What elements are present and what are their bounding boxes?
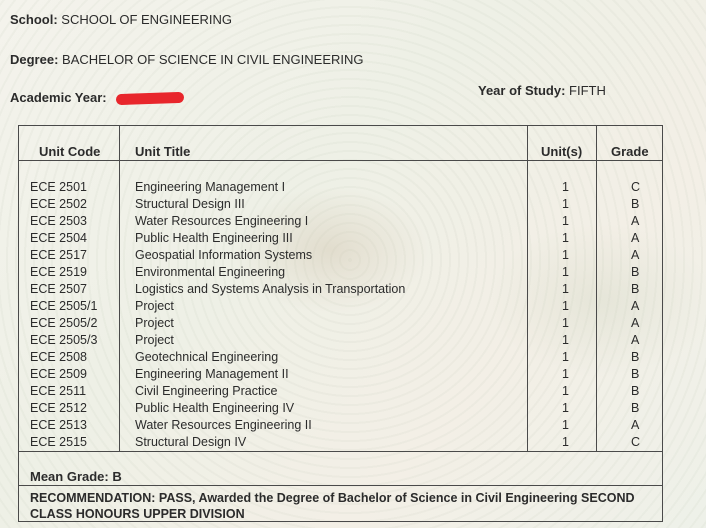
unit-title-cell: Water Resources Engineering II (135, 418, 312, 432)
unit-code-cell: ECE 2513 (30, 418, 87, 432)
units-cell: 1 (562, 333, 569, 347)
units-cell: 1 (562, 265, 569, 279)
units-cell: 1 (562, 180, 569, 194)
unit-title-cell: Geospatial Information Systems (135, 248, 313, 262)
table-row (19, 282, 662, 299)
unit-title-cell: Public Health Engineering IV (135, 401, 295, 415)
header-units: Unit(s) (541, 144, 583, 159)
units-cell: 1 (562, 248, 569, 262)
unit-title-cell: Structural Design III (135, 197, 245, 211)
units-cell: 1 (562, 418, 569, 432)
table-row (19, 180, 662, 197)
grade-cell: C (631, 435, 641, 449)
units-cell: 1 (562, 197, 569, 211)
units-cell: 1 (562, 384, 569, 398)
degree-line (10, 52, 364, 67)
school-label: School: (10, 12, 58, 27)
unit-title-cell: Public Health Engineering III (135, 231, 293, 245)
unit-code-cell: ECE 2505/1 (30, 299, 98, 313)
results-table (18, 125, 663, 452)
school-value: SCHOOL OF ENGINEERING (61, 12, 233, 27)
school-line (10, 12, 232, 27)
table-row (19, 367, 662, 384)
unit-title-cell: Water Resources Engineering I (135, 214, 309, 228)
grade-cell: A (631, 248, 640, 262)
grade-cell: A (631, 418, 640, 432)
unit-title-cell: Logistics and Systems Analysis in Transportation (135, 282, 406, 296)
unit-title-cell: Project (135, 316, 174, 330)
summary-section (18, 452, 663, 522)
unit-title-cell: Environmental Engineering (135, 265, 286, 279)
grade-cell: A (631, 316, 640, 330)
unit-title-cell: Engineering Management II (135, 367, 289, 381)
unit-code-cell: ECE 2507 (30, 282, 87, 296)
unit-title-cell: Geotechnical Engineering (135, 350, 279, 364)
table-row (19, 384, 662, 401)
unit-code-cell: ECE 2505/3 (30, 333, 98, 347)
unit-code-cell: ECE 2517 (30, 248, 87, 262)
unit-title-cell: Civil Engineering Practice (135, 384, 278, 398)
academic-year-label: Academic Year: (10, 90, 107, 105)
grade-cell: B (631, 282, 640, 296)
unit-title-cell: Project (135, 299, 174, 313)
table-row (19, 214, 662, 231)
table-row (19, 231, 662, 248)
unit-code-cell: ECE 2503 (30, 214, 87, 228)
grade-cell: B (631, 350, 640, 364)
table-row (19, 316, 662, 333)
mean-grade: Mean Grade: B (30, 469, 122, 484)
grade-cell: A (631, 214, 640, 228)
table-row (19, 418, 662, 435)
units-cell: 1 (562, 316, 569, 330)
grade-cell: B (631, 384, 640, 398)
unit-code-cell: ECE 2504 (30, 231, 87, 245)
units-cell: 1 (562, 299, 569, 313)
academic-year-line (10, 90, 184, 105)
units-cell: 1 (562, 401, 569, 415)
header-unit-code: Unit Code (39, 144, 101, 159)
recommendation-text: RECOMMENDATION: PASS, Awarded the Degree of Bachelor of Science in Civil Engineering SECOND CLASS HONOURS UPPER DIVISION (30, 491, 635, 521)
year-of-study-value: FIFTH (569, 83, 606, 98)
units-cell: 1 (562, 350, 569, 364)
units-cell: 1 (562, 435, 569, 449)
grade-cell: A (631, 299, 640, 313)
units-cell: 1 (562, 282, 569, 296)
header-divider (19, 160, 662, 161)
grade-cell: B (631, 401, 640, 415)
units-cell: 1 (562, 367, 569, 381)
grade-cell: B (631, 367, 640, 381)
table-row (19, 401, 662, 418)
unit-code-cell: ECE 2512 (30, 401, 87, 415)
table-row (19, 435, 662, 452)
grade-cell: C (631, 180, 641, 194)
table-row (19, 197, 662, 214)
header-unit-title: Unit Title (135, 144, 191, 159)
unit-code-cell: ECE 2519 (30, 265, 87, 279)
unit-title-cell: Structural Design IV (135, 435, 247, 449)
year-of-study-label: Year of Study: (478, 83, 566, 98)
redaction-mark (116, 92, 184, 105)
units-cell: 1 (562, 231, 569, 245)
units-cell: 1 (562, 214, 569, 228)
table-row (19, 350, 662, 367)
table-row (19, 265, 662, 282)
unit-code-cell: ECE 2508 (30, 350, 87, 364)
table-row (19, 248, 662, 265)
year-of-study-line (478, 83, 606, 98)
grade-cell: A (631, 333, 640, 347)
header-grade: Grade (611, 144, 649, 159)
grade-cell: B (631, 265, 640, 279)
grade-cell: A (631, 231, 640, 245)
degree-label: Degree: (10, 52, 59, 67)
table-row (19, 299, 662, 316)
grade-cell: B (631, 197, 640, 211)
unit-code-cell: ECE 2515 (30, 435, 87, 449)
recommendation-box (19, 485, 662, 521)
unit-title-cell: Engineering Management I (135, 180, 286, 194)
unit-code-cell: ECE 2505/2 (30, 316, 98, 330)
unit-code-cell: ECE 2511 (30, 384, 87, 398)
unit-code-cell: ECE 2509 (30, 367, 87, 381)
unit-code-cell: ECE 2502 (30, 197, 87, 211)
unit-title-cell: Project (135, 333, 174, 347)
unit-code-cell: ECE 2501 (30, 180, 87, 194)
table-row (19, 333, 662, 350)
degree-value: BACHELOR OF SCIENCE IN CIVIL ENGINEERING (62, 52, 364, 67)
